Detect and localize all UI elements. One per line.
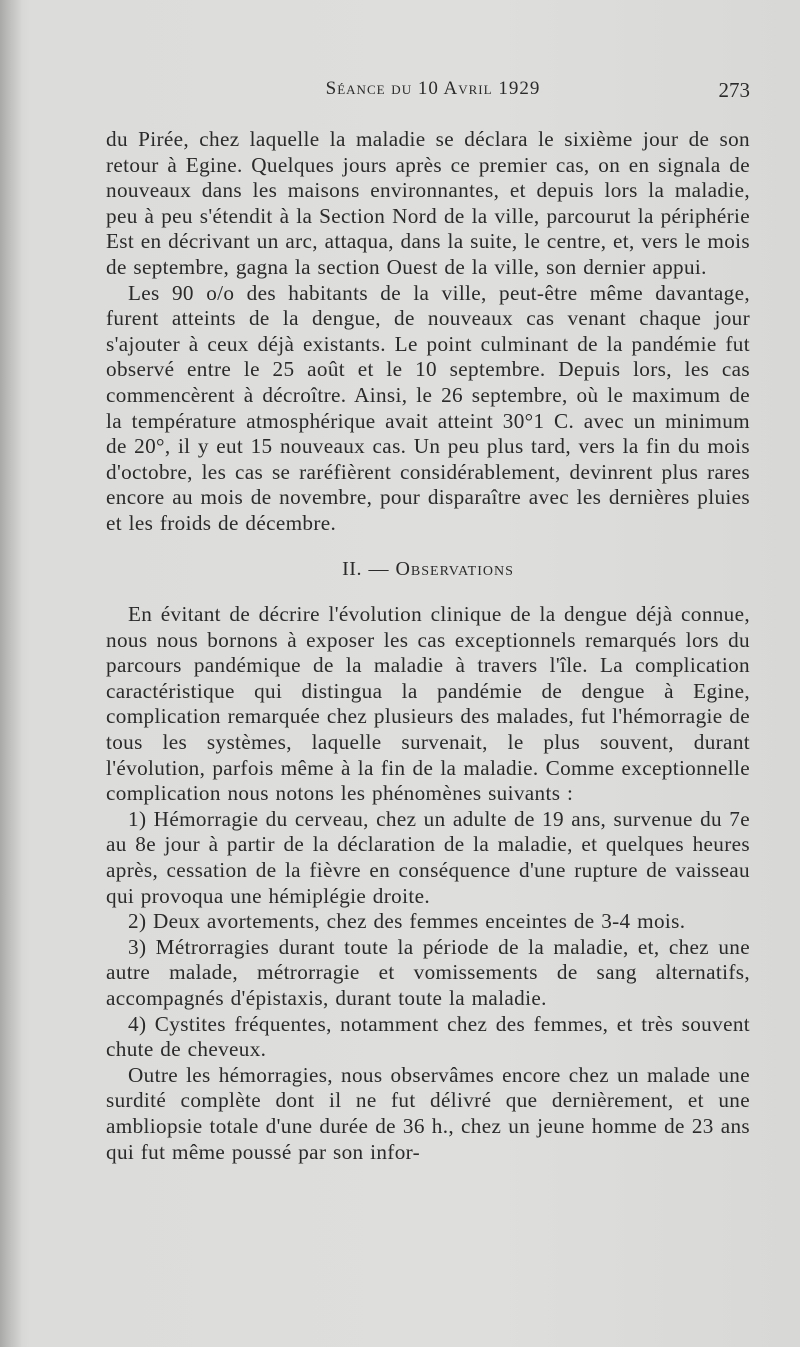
list-item-3: 3) Métrorragies durant toute la période de la maladie, et, chez une autre malade, métrorragie et vomissements de sang alternatifs, accompagnés d'épistaxis, durant toute la maladie. <box>106 934 750 1010</box>
list-item-2: 2) Deux avortements, chez des femmes enceintes de 3-4 mois. <box>128 909 686 934</box>
list-item-4: 4) Cystites fréquentes, notamment chez des femmes, et très souvent chute de cheveux. <box>106 1011 750 1062</box>
paragraph-observations-intro: En évitant de décrire l'évolution clinique de la dengue déjà connue, nous nous bornons à exposer les cas exceptionnels remarqués lors du parcours pandémique de la maladie à travers l'île. La complication caractéristique qui distingua la pandémie de dengue à Egine, complication remarquée chez plusieurs des malades, fut l'hémorragie de tous les systèmes, laquelle survenait, le plus souvent, durant l'évolution, parfois même à la fin de la maladie. Comme exceptionnelle complication nous notons les phénomènes suivants : <box>106 602 750 806</box>
paragraph-epidemic-spread: Les 90 o/o des habitants de la ville, peut-être même davantage, furent atteints de la dengue, de nouveaux cas venant chaque jour s'ajouter à ceux déjà existants. Le point culminant de la pandémie fut observé entre le 25 août et le 10 septembre. Depuis lors, les cas commencèrent à décroître. Ainsi, le 26 septembre, où le maximum de la température atmosphérique avait atteint 30°1 C. avec un minimum de 20°, il y eut 15 nouveaux cas. Un peu plus tard, vers la fin du mois d'octobre, les cas se raréfièrent considérablement, devinrent plus rares encore au mois de novembre, pour disparaître avec les dernières pluies et les froids de décembre. <box>106 280 750 535</box>
running-head: Séance du 10 Avril 1929 <box>325 78 541 99</box>
section-number: II. — <box>342 557 389 580</box>
section-title: Observations <box>395 557 514 580</box>
page-number: 273 <box>718 78 750 102</box>
body-text <box>106 127 750 1165</box>
paragraph-continuation: du Pirée, chez laquelle la maladie se déclara le sixième jour de son retour à Egine. Quelques jours après ce premier cas, on en signala de nouveaux dans les maisons environnantes, et depuis lors la maladie, peu à peu s'étendit à la Section Nord de la ville, parcourut la périphérie Est en décrivant un arc, attaqua, dans la suite, le centre, et, vers le mois de septembre, gagna la section Ouest de la ville, son dernier appui. <box>106 127 750 279</box>
page-header <box>106 78 750 110</box>
list-item-1: 1) Hémorragie du cerveau, chez un adulte de 19 ans, survenue du 7e au 8e jour à partir de la déclaration de la maladie, et quelques heures après, cessation de la fièvre en conséquence d'une rupture de vaisseau qui provoqua une hémiplégie droite. <box>106 806 750 908</box>
section-heading <box>106 557 750 583</box>
book-spine-shadow <box>0 0 22 1347</box>
paragraph-other-complications: Outre les hémorragies, nous observâmes encore chez un malade une surdité complète dont il ne fut délivré que dernièrement, et une ambliopsie totale d'une durée de 36 h., chez un jeune homme de 23 ans qui fut même poussé par son infor- <box>106 1062 750 1164</box>
